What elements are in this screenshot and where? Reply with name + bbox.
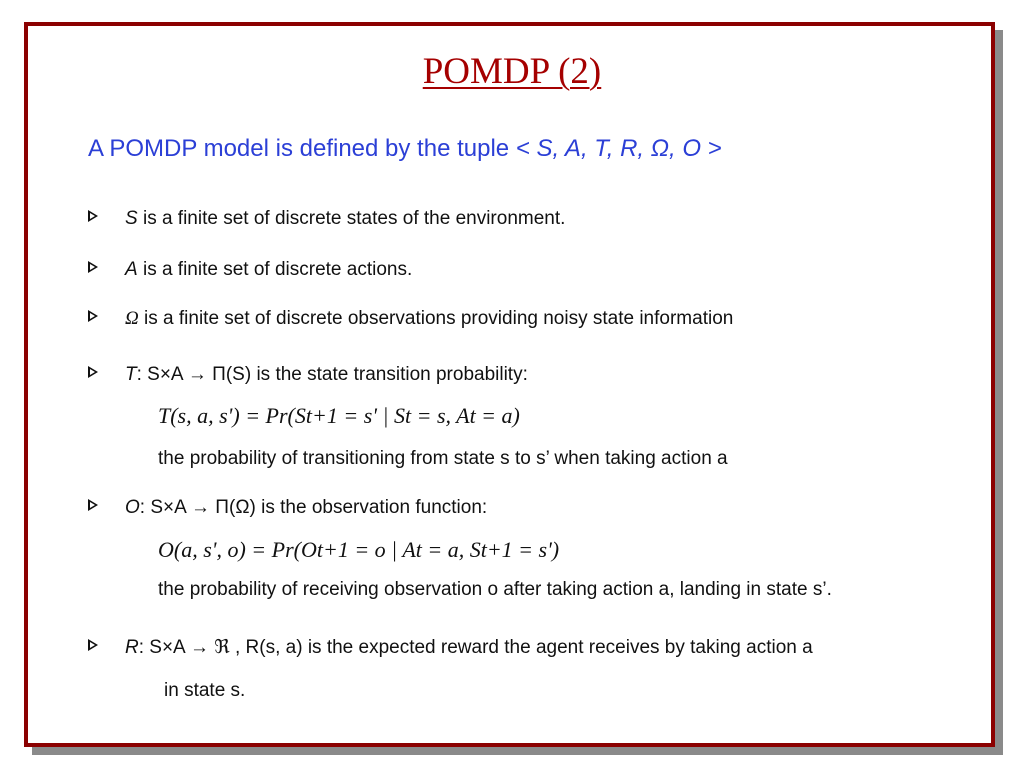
transition-formula: T(s, a, s') = Pr(St+1 = s' | St = s, At = a) — [158, 403, 520, 428]
bullet-arrow-icon — [88, 366, 98, 378]
observation-description: the probability of receiving observation o after taking action a, landing in state s’. — [158, 579, 832, 600]
bullet-arrow-icon — [88, 210, 98, 222]
bullet-lead: R — [125, 637, 139, 658]
bullet-transition — [88, 364, 528, 386]
bullet-arrow-icon — [88, 499, 98, 511]
reward-continuation: in state s. — [164, 680, 246, 701]
bullet-text: is a finite set of discrete states of the environment. — [137, 208, 566, 229]
tuple-text: < S, A, T, R, Ω, O > — [515, 135, 722, 162]
transition-description: the probability of transitioning from state s to s’ when taking action a — [158, 448, 728, 469]
bullet-text: is a finite set of discrete actions. — [137, 259, 413, 280]
bullet-lead: A — [125, 259, 138, 280]
bullet-text: is a finite set of discrete observations providing noisy state information — [138, 308, 734, 329]
bullet-text: : S×A → Π(S) is the state transition probability: — [136, 364, 528, 385]
tuple-intro-text: A POMDP model is defined by the tuple — [88, 135, 510, 162]
bullet-lead: S — [125, 208, 138, 229]
bullet-lead: T — [125, 364, 137, 385]
bullet-text: : S×A → Π(Ω) is the observation function: — [139, 497, 488, 518]
bullet-reward — [88, 636, 813, 659]
tuple-intro — [88, 135, 722, 163]
bullet-states — [88, 208, 565, 230]
bullet-actions — [88, 259, 412, 281]
bullet-observations — [88, 308, 733, 330]
bullet-arrow-icon — [88, 310, 98, 322]
bullet-observation-function — [88, 497, 487, 519]
bullet-lead: Ω — [125, 308, 139, 329]
observation-formula: O(a, s', o) = Pr(Ot+1 = o | At = a, St+1 = s') — [158, 537, 560, 562]
slide-title: POMDP (2) — [422, 51, 602, 92]
bullet-lead: O — [125, 497, 140, 518]
bullet-arrow-icon — [88, 639, 98, 651]
bullet-text: : S×A → ℜ , R(s, a) is the expected reward the agent receives by taking action a — [138, 637, 813, 658]
bullet-arrow-icon — [88, 261, 98, 273]
